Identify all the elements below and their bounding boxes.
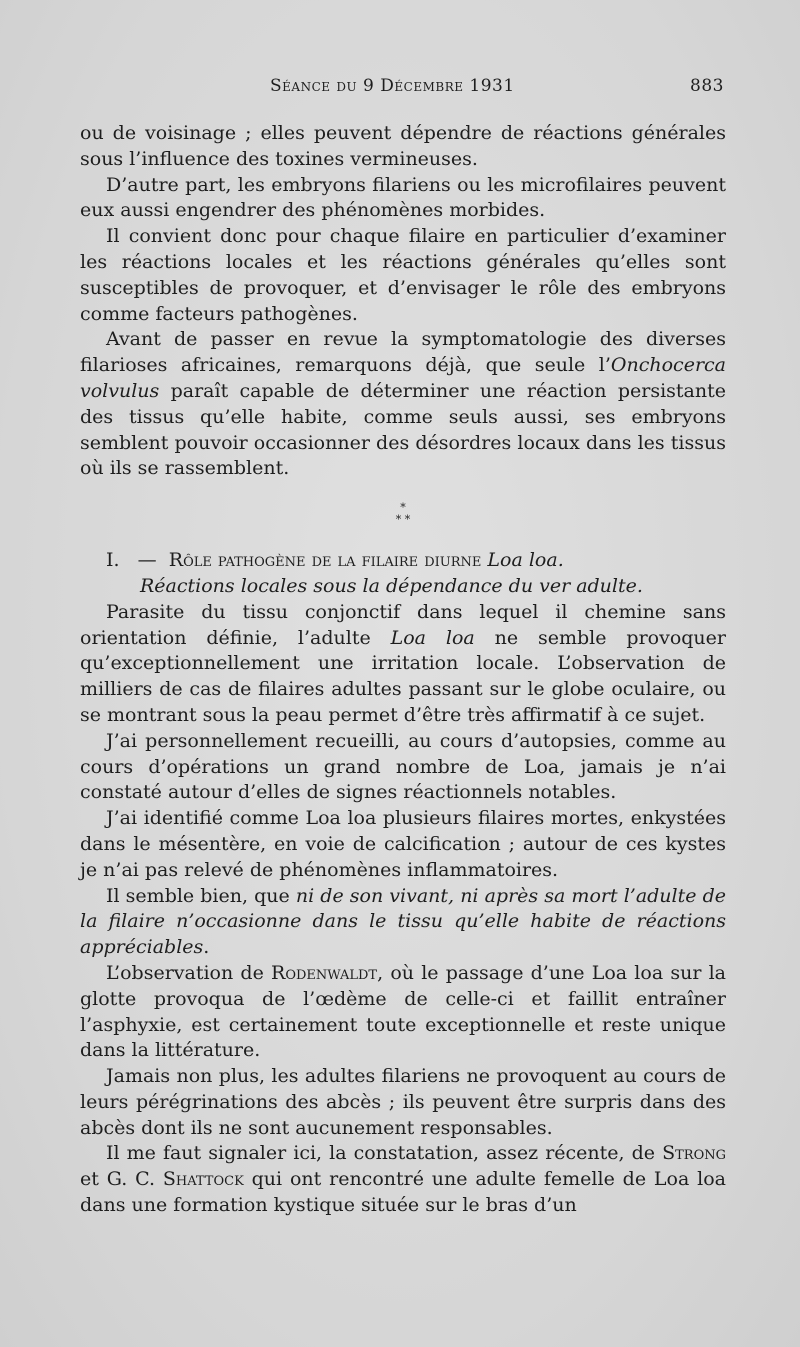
paragraph (80, 806, 726, 883)
text-run: paraît capable de déterminer une réaction persistante des tissus qu’elle habite, comme seuls aussi, ses embryons semblent pouvoir occasionner des désordres locaux dans les tissus où ils se rassemblent. (80, 379, 726, 480)
page-body (80, 121, 726, 1219)
paragraph (80, 327, 726, 482)
intro-paragraphs (80, 121, 726, 482)
text-run: Il semble bien, que (106, 884, 296, 907)
paragraph (80, 884, 726, 961)
text-run: ou de voisinage ; elles peuvent dépendre de réactions générales sous l’influence des toxines vermineuses. (80, 122, 726, 170)
paragraph (80, 961, 726, 1064)
text-run: Il convient donc pour chaque filaire en particulier d’examiner les réactions locales et les réactions générales qu’elles sont susceptibles de provoquer, et d’envisager le rôle des embryons comme facteurs pathogènes. (80, 225, 726, 325)
text-run: , où le passage d’une Loa loa sur la glotte provoqua de l’œdème de celle-ci et faillit entraîner l’asphyxie, est certainement toute exceptionnelle et reste unique dans la littérature. (80, 961, 726, 1062)
text-smallcaps: Rodenwaldt (271, 961, 378, 984)
running-header (80, 76, 724, 102)
section-number: I. (106, 549, 120, 572)
text-smallcaps: Strong (662, 1142, 726, 1165)
text-run: et G. C. (80, 1168, 163, 1191)
page-number: 883 (690, 76, 724, 96)
asterism-bottom: * * (395, 513, 411, 527)
section-title-species: Loa loa. (487, 549, 564, 572)
text-run: ne semble provoquer qu’exceptionnellement une irritation locale. L’observation de milliers de cas de filaires adultes passant sur le globe oculaire, ou se montrant sous la peau permet d’être très affirmatif à ce sujet. (80, 626, 726, 726)
text-italic: ni de son vivant, ni après sa mort l’adulte de la filaire n’occasionne dans le tissu qu’elle habite de réactions appréciables (80, 884, 727, 959)
section-paragraphs (80, 600, 726, 1219)
text-run: L’observation de (106, 961, 272, 984)
text-run: D’autre part, les embryons filariens ou les microfilaires peuvent eux aussi engendrer des phénomènes morbides. (80, 173, 726, 222)
text-run: . (203, 936, 210, 959)
paragraph (80, 1141, 726, 1218)
section-heading-line1 (80, 548, 726, 574)
paragraph (80, 173, 726, 225)
paragraph (80, 121, 726, 173)
text-run: qui ont rencontré une adulte femelle de Loa loa dans une formation kystique située sur le bras d’un (80, 1168, 726, 1217)
section-title: Rôle pathogène de la filaire diurne (168, 549, 482, 572)
paragraph (80, 729, 726, 806)
running-title: Séance du 9 Décembre 1931 (270, 76, 515, 96)
section-dash: — (137, 549, 157, 572)
paragraph (80, 224, 726, 327)
section-heading (80, 548, 726, 600)
text-run: J’ai identifié comme Loa loa plusieurs filaires mortes, enkystées dans le mésentère, en voie de calcification ; autour de ces kystes je n’ai pas relevé de phénomènes inflammatoires. (80, 807, 726, 881)
text-smallcaps: Shattock (162, 1168, 244, 1191)
text-run: J’ai personnellement recueilli, au cours d’autopsies, comme au cours d’opérations un grand nombre de Loa, jamais je n’ai constaté autour d’elles de signes réactionnels notables. (80, 729, 726, 804)
text-run: Parasite du tissu conjonctif dans lequel il chemine sans orientation définie, l’adulte (80, 600, 726, 649)
asterism-top: * (400, 501, 406, 515)
section-subtitle: Réactions locales sous la dépendance du ver adulte. (140, 574, 643, 597)
text-italic: Loa loa (390, 626, 475, 649)
paragraph (80, 1064, 726, 1141)
text-run: Jamais non plus, les adultes filariens ne provoquent au cours de leurs pérégrinations des abcès ; ils peuvent être surpris dans des abcès dont ils ne sont aucunement responsables. (80, 1065, 726, 1139)
section-separator-asterism (80, 502, 726, 526)
text-run: Il me faut signaler ici, la constatation, assez récente, de (106, 1142, 663, 1165)
paragraph (80, 600, 726, 729)
text-italic: Onchocerca volvulus (80, 354, 726, 402)
text-run: Avant de passer en revue la symptomatologie des diverses filarioses africaines, remarquons déjà, que seule l’ (80, 328, 726, 377)
